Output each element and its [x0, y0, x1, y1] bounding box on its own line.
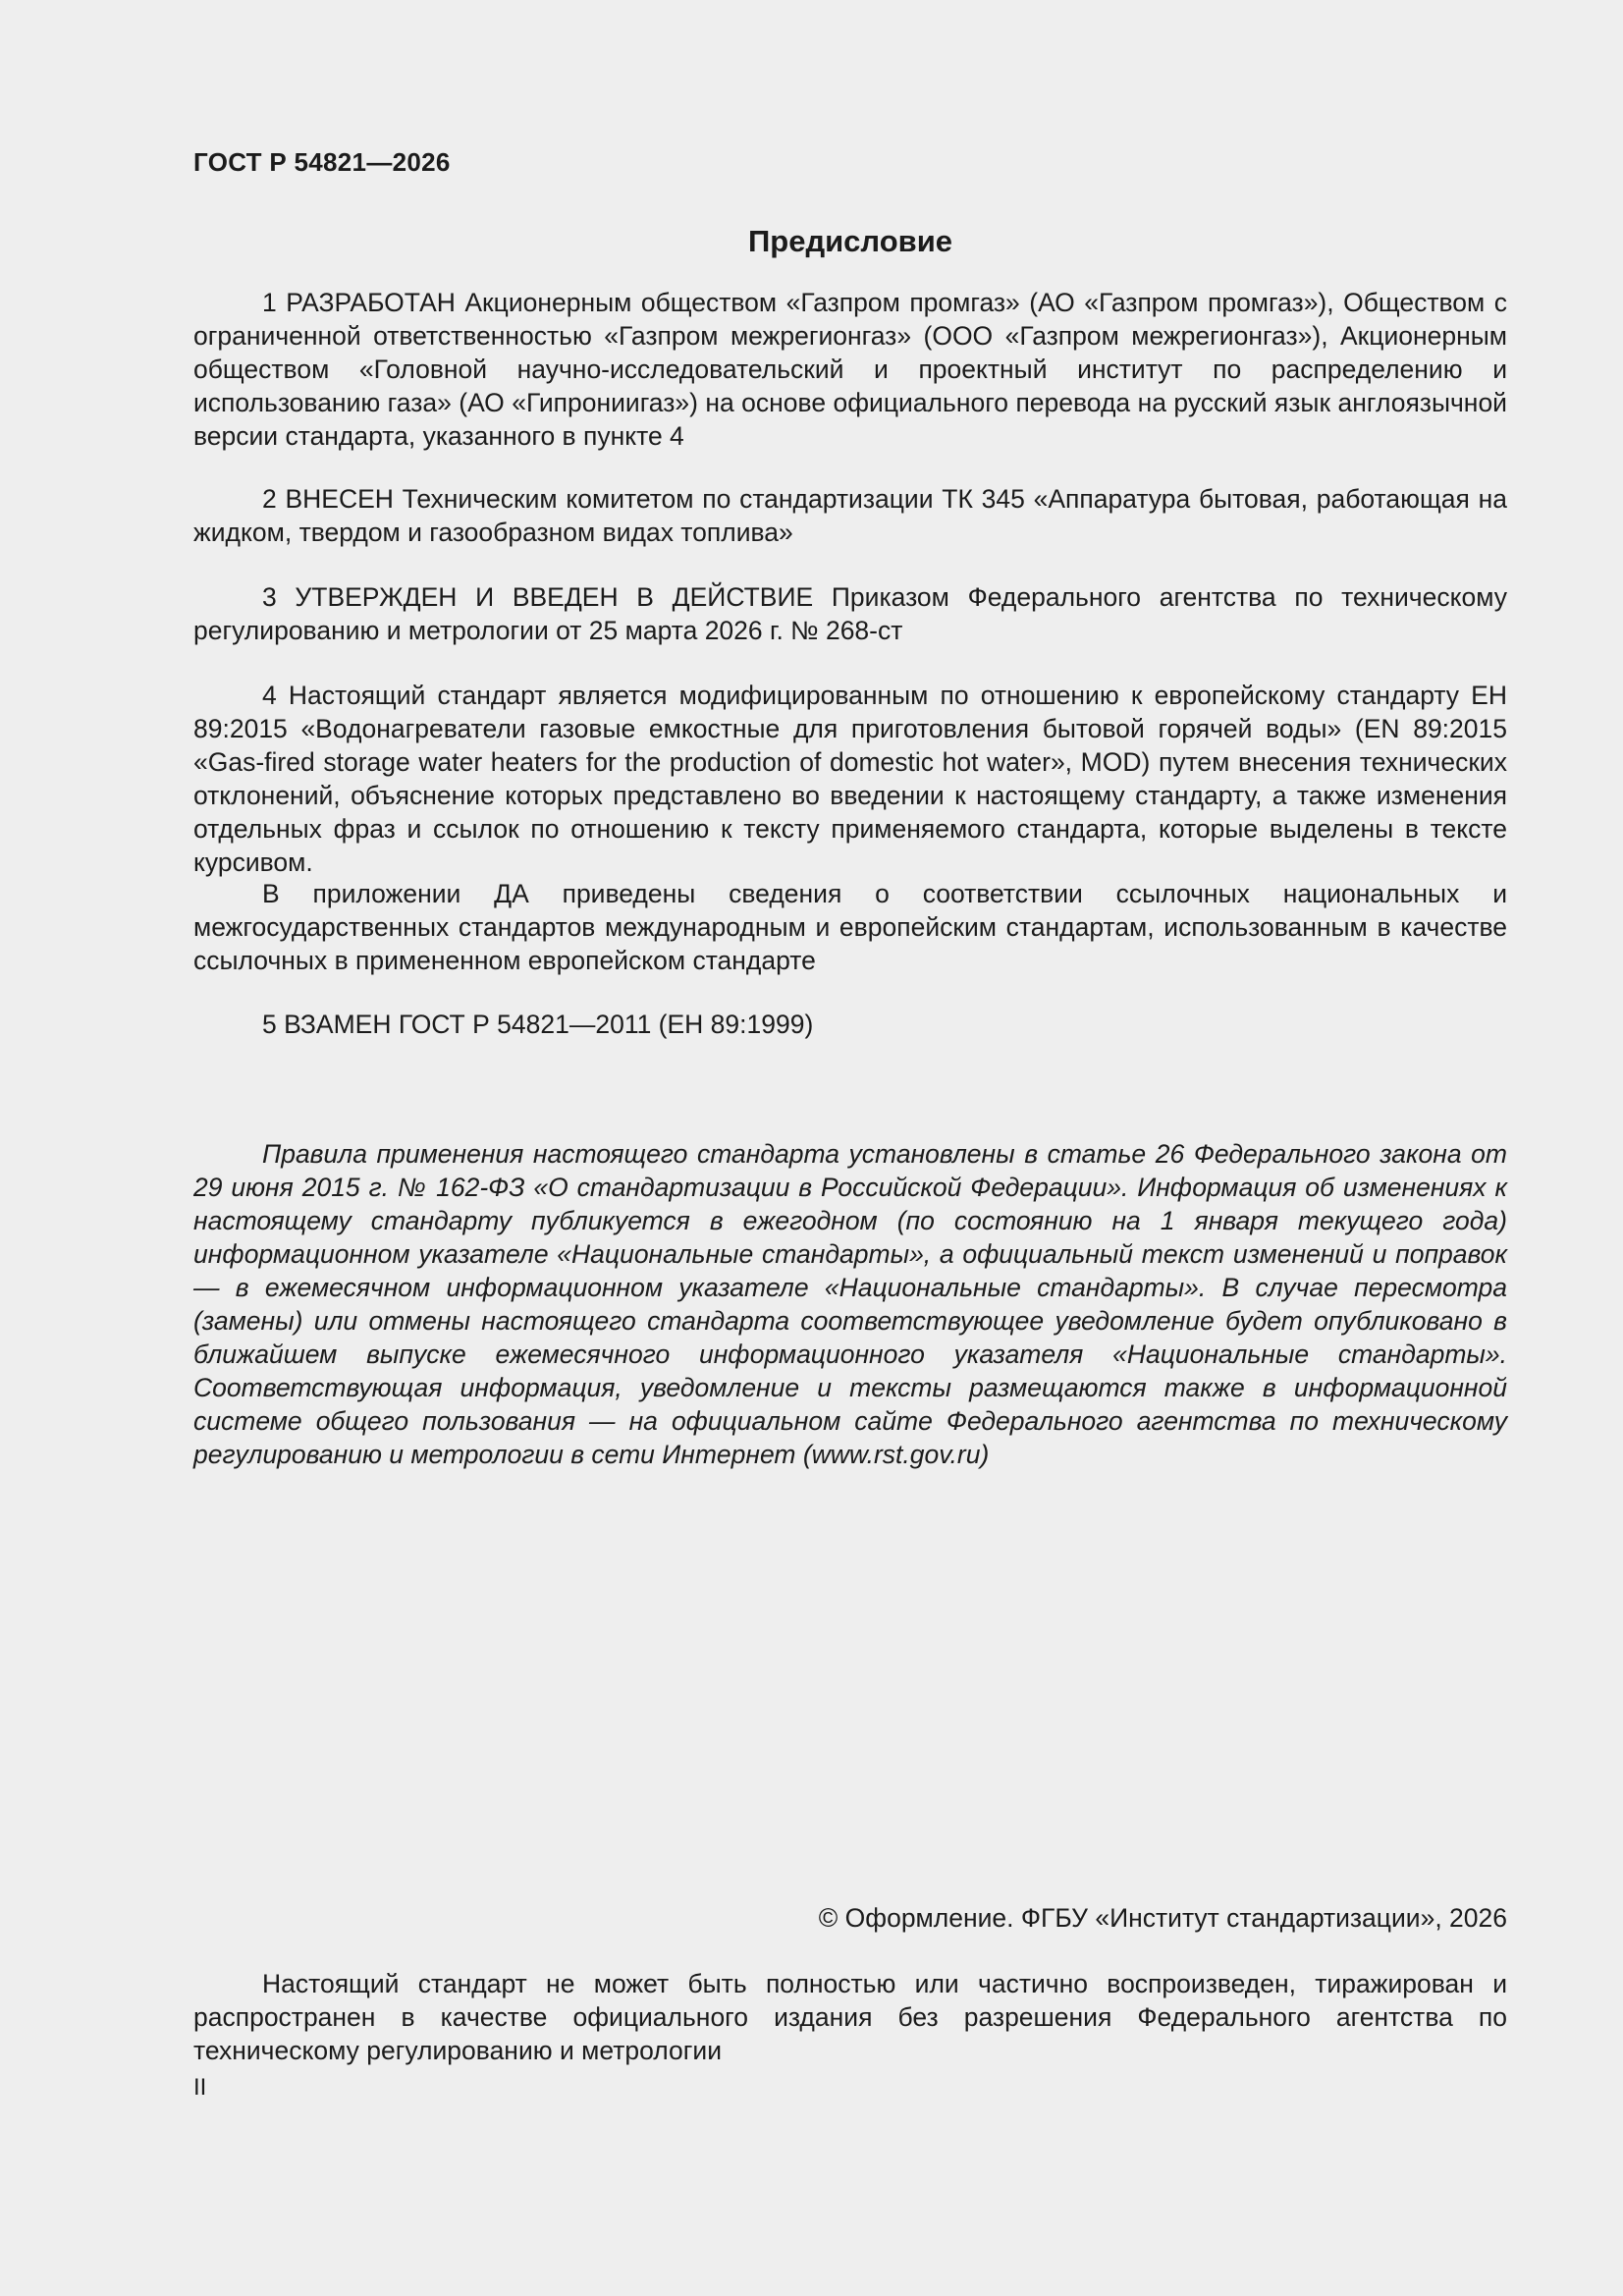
document-page	[193, 0, 1507, 2296]
preface-item-4-annex-note: В приложении ДА приведены сведения о соответствии ссылочных национальных и межгосударственных стандартов международным и европейским стандартам, использованным в качестве ссылочных в примененном европейском стандарте	[193, 879, 1507, 975]
preface-title: Предисловие	[747, 224, 952, 258]
preface-item-4: 4 Настоящий стандарт является модифицированным по отношению к европейскому стандарту ЕН 89:2015 «Водонагреватели газовые емкостные для приготовления бытовой горячей воды» (EN 89:2015 «Gas-fired storage water heaters for the production of domestic hot water», MOD) путем внесения технических отклонений, объяснение которых представлено во введении к настоящему стандарту, а также изменения отдельных фраз и ссылок по отношению к тексту применяемого стандарта, которые выделены в тексте курсивом.	[193, 681, 1507, 877]
preface-item-1: 1 РАЗРАБОТАН Акционерным обществом «Газпром промгаз» (АО «Газпром промгаз»), Обществом с ограниченной ответственностью «Газпром межрегионгаз» (ООО «Газпром межрегионгаз»), Акционерным обществом «Головной научно-исследовательский и проектный институт по распределению и использованию газа» (АО «Гипрониигаз») на основе официального перевода на русский язык англоязычной версии стандарта, указанного в пункте 4	[193, 288, 1507, 451]
preface-item-5: 5 ВЗАМЕН ГОСТ Р 54821—2011 (ЕН 89:1999)	[262, 1010, 814, 1039]
document-code: ГОСТ Р 54821—2026	[193, 147, 451, 177]
preface-item-3: 3 УТВЕРЖДЕН И ВВЕДЕН В ДЕЙСТВИЕ Приказом Федерального агентства по техническому регулированию и метрологии от 25 марта 2026 г. № 268-ст	[193, 582, 1507, 645]
page-number: II	[193, 2074, 207, 2101]
preface-item-2: 2 ВНЕСЕН Техническим комитетом по стандартизации ТК 345 «Аппаратура бытовая, работающая на жидком, твердом и газообразном видах топлива»	[193, 484, 1507, 547]
rules-note: Правила применения настоящего стандарта установлены в статье 26 Федерального закона от 29 июня 2015 г. № 162-ФЗ «О стандартизации в Российской Федерации». Информация об изменениях к настоящему стандарту публикуется в ежегодном (по состоянию на 1 января текущего года) информационном указателе «Национальные стандарты», а официальный текст изменений и поправок — в ежемесячном информационном указателе «Национальные стандарты». В случае пересмотра (замены) или отмены настоящего стандарта соответствующее уведомление будет опубликовано в ближайшем выпуске ежемесячного информационного указателя «Национальные стандарты». Соответствующая информация, уведомление и тексты размещаются также в информационной системе общего пользования — на официальном сайте Федерального агентства по техническому регулированию и метрологии в сети Интернет (www.rst.gov.ru)	[193, 1139, 1507, 1469]
reproduction-notice: Настоящий стандарт не может быть полностью или частично воспроизведен, тиражирован и распространен в качестве официального издания без разрешения Федерального агентства по техническому регулированию и метрологии	[193, 1969, 1507, 2065]
copyright-line: © Оформление. ФГБУ «Институт стандартизации», 2026	[818, 1903, 1507, 1933]
